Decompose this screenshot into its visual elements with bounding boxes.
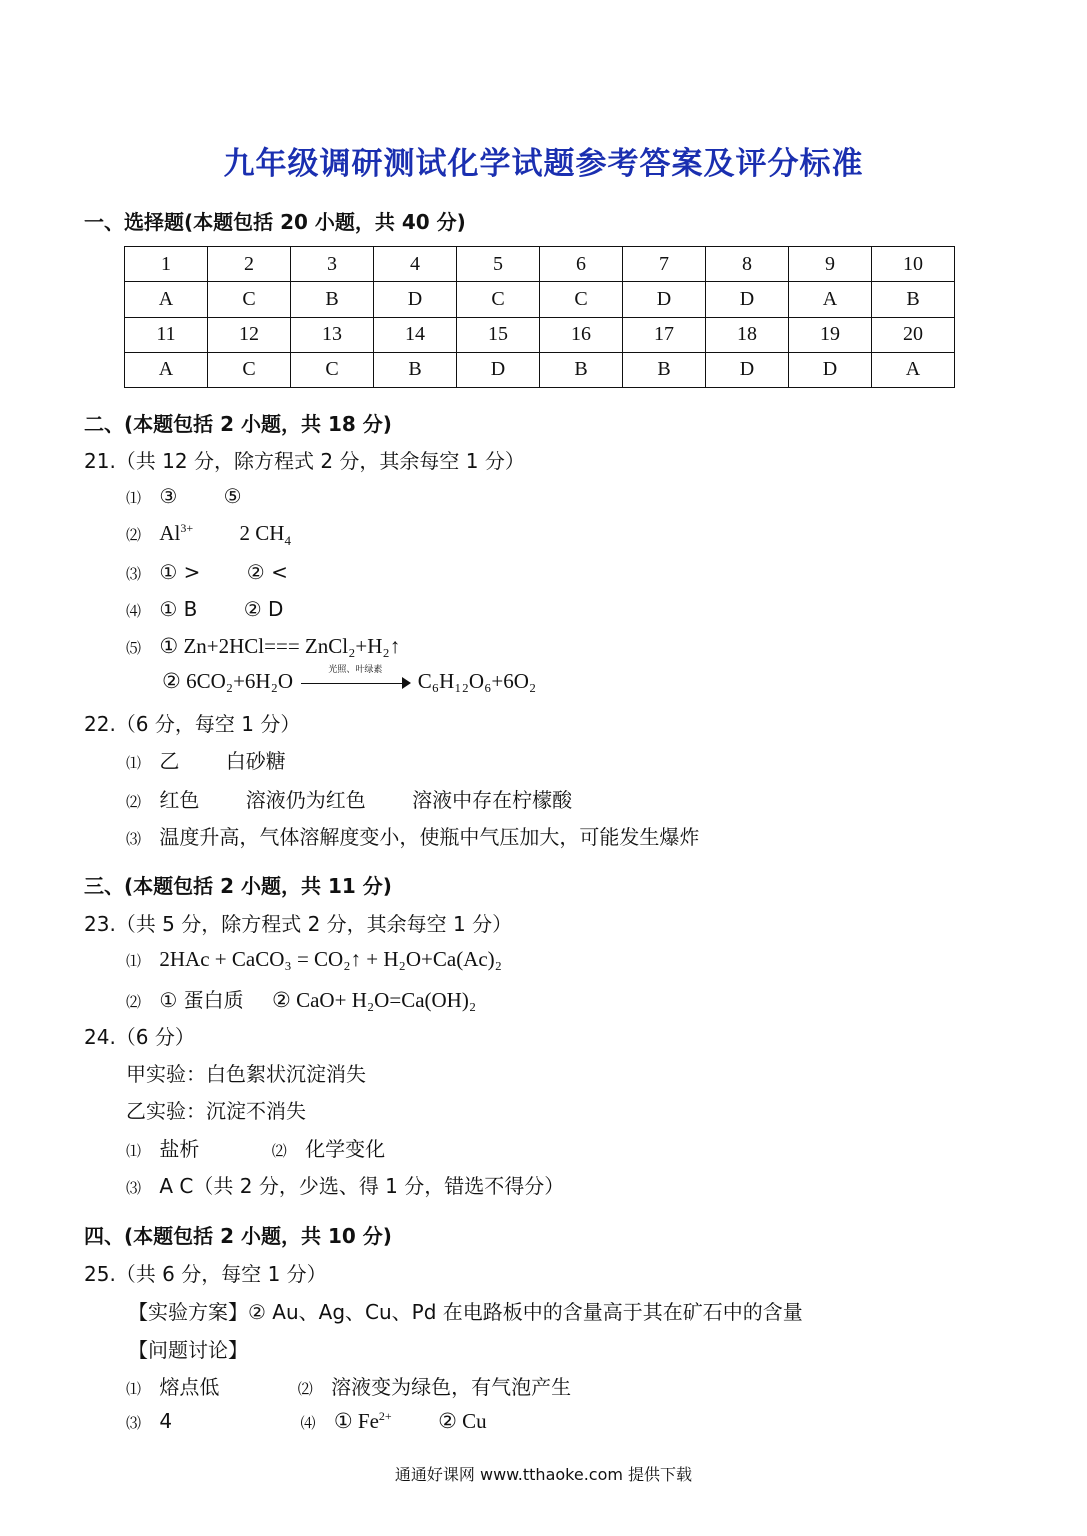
q25-header: 25.（共 6 分，每空 1 分） [84,1262,327,1286]
table-cell: 4 [374,247,457,282]
answer: ③ [159,484,178,508]
table-cell: 6 [540,247,623,282]
equation: 2HAc + CaCO₃ = CO₂↑ + H₂O+Ca(Ac)₂ [159,947,502,971]
answer: ① B [159,597,198,621]
part-number: ⑶ [126,565,142,583]
answer: 白砂糖 [225,749,286,773]
answer: ① 蛋白质 [159,988,244,1012]
table-row [125,282,955,317]
equation-right: C₆H₁₂O₆+6O₂ [417,669,537,693]
q25-part1 [126,1371,571,1400]
part-number: ⑴ [126,1142,142,1160]
q22-header: 22.（6 分，每空 1 分） [84,712,301,736]
table-cell: D [374,282,457,317]
equation: ① Zn+2HCl=== ZnCl₂+H₂↑ [159,634,401,658]
table-cell: C [208,282,291,317]
part-number: ⑶ [126,830,142,848]
page-title: 九年级调研测试化学试题参考答案及评分标准 [223,146,864,182]
part-number: ⑵ [126,526,142,544]
table-cell: 14 [374,317,457,352]
table-cell: 13 [291,317,374,352]
table-cell: 19 [789,317,872,352]
footer-text: 通通好课网 www.tthaoke.com 提供下载 [394,1465,693,1484]
q21-part4 [126,597,283,621]
table-cell: 8 [706,247,789,282]
answer-table [124,246,955,388]
equation-left: ② 6CO₂+6H₂O [162,669,294,693]
table-cell: 10 [872,247,955,282]
answer: 2 $CH_4$ [239,521,291,549]
section-heading-3: 三、(本题包括 2 小题，共 11 分) [84,874,392,898]
reaction-arrow [299,664,411,693]
q21-part2 [126,521,291,549]
part-number: ⑵ [297,1380,313,1398]
table-cell: B [872,282,955,317]
part-number: ⑵ [271,1142,287,1160]
q25-part3 [126,1409,487,1434]
q24-yi: 乙实验：沉淀不消失 [126,1099,306,1123]
section-heading-1: 一、选择题(本题包括 20 小题，共 40 分) [84,210,466,234]
answer: 盐析 [159,1137,200,1161]
part-number: ⑴ [126,754,142,772]
answer: ② D [243,597,284,621]
part-number: ⑶ [126,1414,142,1432]
answer: 4 [159,1409,173,1433]
q24-jia: 甲实验：白色絮状沉淀消失 [126,1062,366,1086]
table-cell: 12 [208,317,291,352]
q24-header: 24.（6 分） [84,1025,195,1049]
part-number: ⑷ [126,602,142,620]
table-cell: B [623,352,706,387]
table-cell: B [291,282,374,317]
table-cell: 7 [623,247,706,282]
answer: ① $Fe^{2+}$ [333,1409,392,1433]
part-number: ⑸ [126,639,142,657]
part-number: ⑵ [126,793,142,811]
part-number: ⑴ [126,1380,142,1398]
table-cell: 9 [789,247,872,282]
table-cell: C [291,352,374,387]
answer: A C（共 2 分，少选、得 1 分，错选不得分） [159,1174,565,1198]
table-cell: 18 [706,317,789,352]
q24-part3 [126,1170,564,1199]
table-cell: D [706,352,789,387]
answer: 熔点低 [159,1375,220,1399]
table-cell: 2 [208,247,291,282]
answer: 溶液仍为红色 [245,788,366,812]
q22-part1 [126,745,286,774]
answer: 化学变化 [305,1137,386,1161]
table-cell: A [872,352,955,387]
table-cell: 3 [291,247,374,282]
answer: ② < [246,560,288,584]
part-number: ⑴ [126,489,142,507]
q21-header: 21.（共 12 分，除方程式 2 分，其余每空 1 分） [84,449,525,473]
section-heading-2: 二、(本题包括 2 小题，共 18 分) [84,412,392,436]
q21-part1 [126,484,242,508]
q21-part3 [126,560,288,584]
table-cell: B [540,352,623,387]
part-number: ⑶ [126,1179,142,1197]
q23-part2 [126,984,476,1013]
table-cell: 17 [623,317,706,352]
table-cell: A [125,282,208,317]
answer: 红色 [159,788,200,812]
q22-part3 [126,821,699,850]
table-cell: D [789,352,872,387]
table-cell: B [374,352,457,387]
q24-part1 [126,1133,385,1162]
table-cell: 5 [457,247,540,282]
answer: ⑤ [223,484,242,508]
q23-header: 23.（共 5 分，除方程式 2 分，其余每空 1 分） [84,912,513,936]
answer: 溶液中存在柠檬酸 [412,788,573,812]
answer: 乙 [159,749,180,773]
table-cell: C [540,282,623,317]
table-cell: D [623,282,706,317]
section-heading-4: 四、(本题包括 2 小题，共 10 分) [84,1224,392,1248]
table-row [125,247,955,282]
table-cell: C [208,352,291,387]
table-cell: 16 [540,317,623,352]
table-cell: D [457,352,540,387]
table-cell: A [125,352,208,387]
q23-part1 [126,947,502,972]
table-cell: 15 [457,317,540,352]
q25-plan: 【实验方案】② Au、Ag、Cu、Pd 在电路板中的含量高于其在矿石中的含量 [128,1300,803,1324]
q21-part5 [126,634,400,659]
part-number: ⑴ [126,952,142,970]
table-cell: D [706,282,789,317]
arrow-label: 光照、叶绿素 [328,664,383,675]
part-number: ⑷ [300,1414,316,1432]
table-cell: C [457,282,540,317]
answer: ① > [159,560,201,584]
q21-part5-equation2 [162,664,537,694]
answer: ② Cu [438,1409,487,1433]
answer: $Al^{3+}$ [159,521,194,545]
equation: ② CaO+ H₂O=Ca(OH)₂ [272,988,477,1012]
table-cell: 20 [872,317,955,352]
table-cell: 1 [125,247,208,282]
q22-part2 [126,784,572,813]
answer: 温度升高，气体溶解度变小，使瓶中气压加大，可能发生爆炸 [159,825,700,849]
table-cell: A [789,282,872,317]
table-cell: 11 [125,317,208,352]
part-number: ⑵ [126,993,142,1011]
table-row [125,317,955,352]
q25-discuss: 【问题讨论】 [128,1338,248,1362]
answer: 溶液变为绿色，有气泡产生 [331,1375,572,1399]
table-row [125,352,955,387]
